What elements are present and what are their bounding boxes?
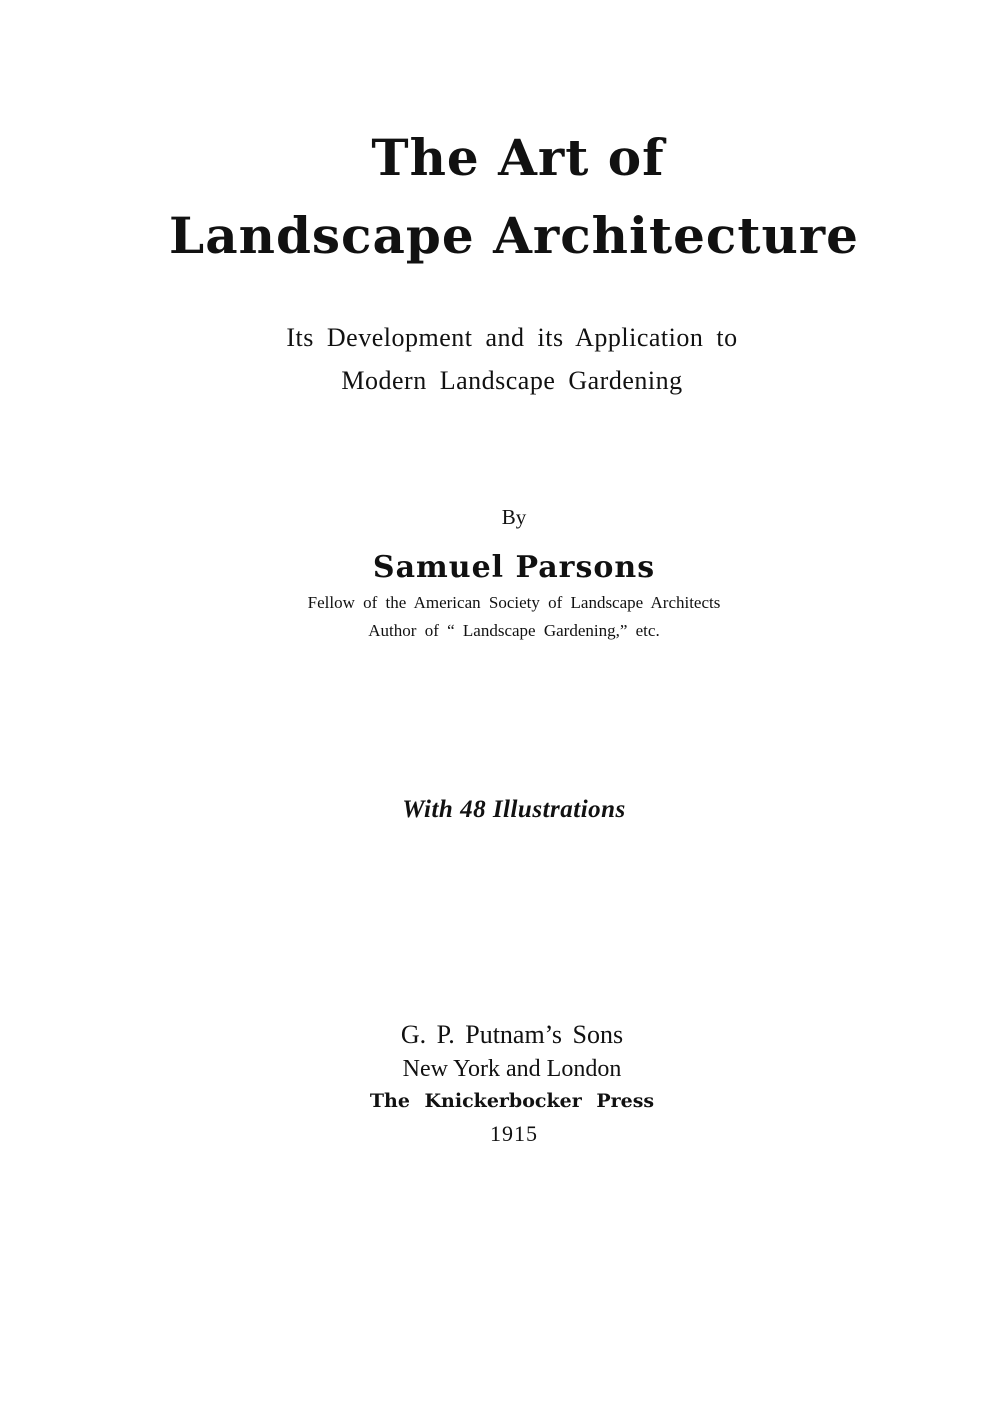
author-credential-1: Fellow of the American Society of Landscape Architects <box>307 593 721 612</box>
subtitle-line-2: Modern Landscape Gardening <box>341 366 683 395</box>
by-label: By <box>501 505 527 529</box>
title-line-1: The Art of <box>371 128 665 187</box>
publisher-location: New York and London <box>402 1056 622 1082</box>
publisher-name: G. P. Putnam’s Sons <box>400 1020 624 1049</box>
subtitle-line-1: Its Development and its Application to <box>286 323 738 352</box>
illustrations-note: With 48 Illustrations <box>402 796 626 823</box>
press-name: The Knickerbocker Press <box>369 1090 655 1112</box>
publication-year: 1915 <box>490 1121 538 1146</box>
title-line-2: Landscape Architecture <box>169 206 859 265</box>
author-name: Samuel Parsons <box>372 550 656 585</box>
author-credential-2: Author of “ Landscape Gardening,” etc. <box>368 621 660 640</box>
